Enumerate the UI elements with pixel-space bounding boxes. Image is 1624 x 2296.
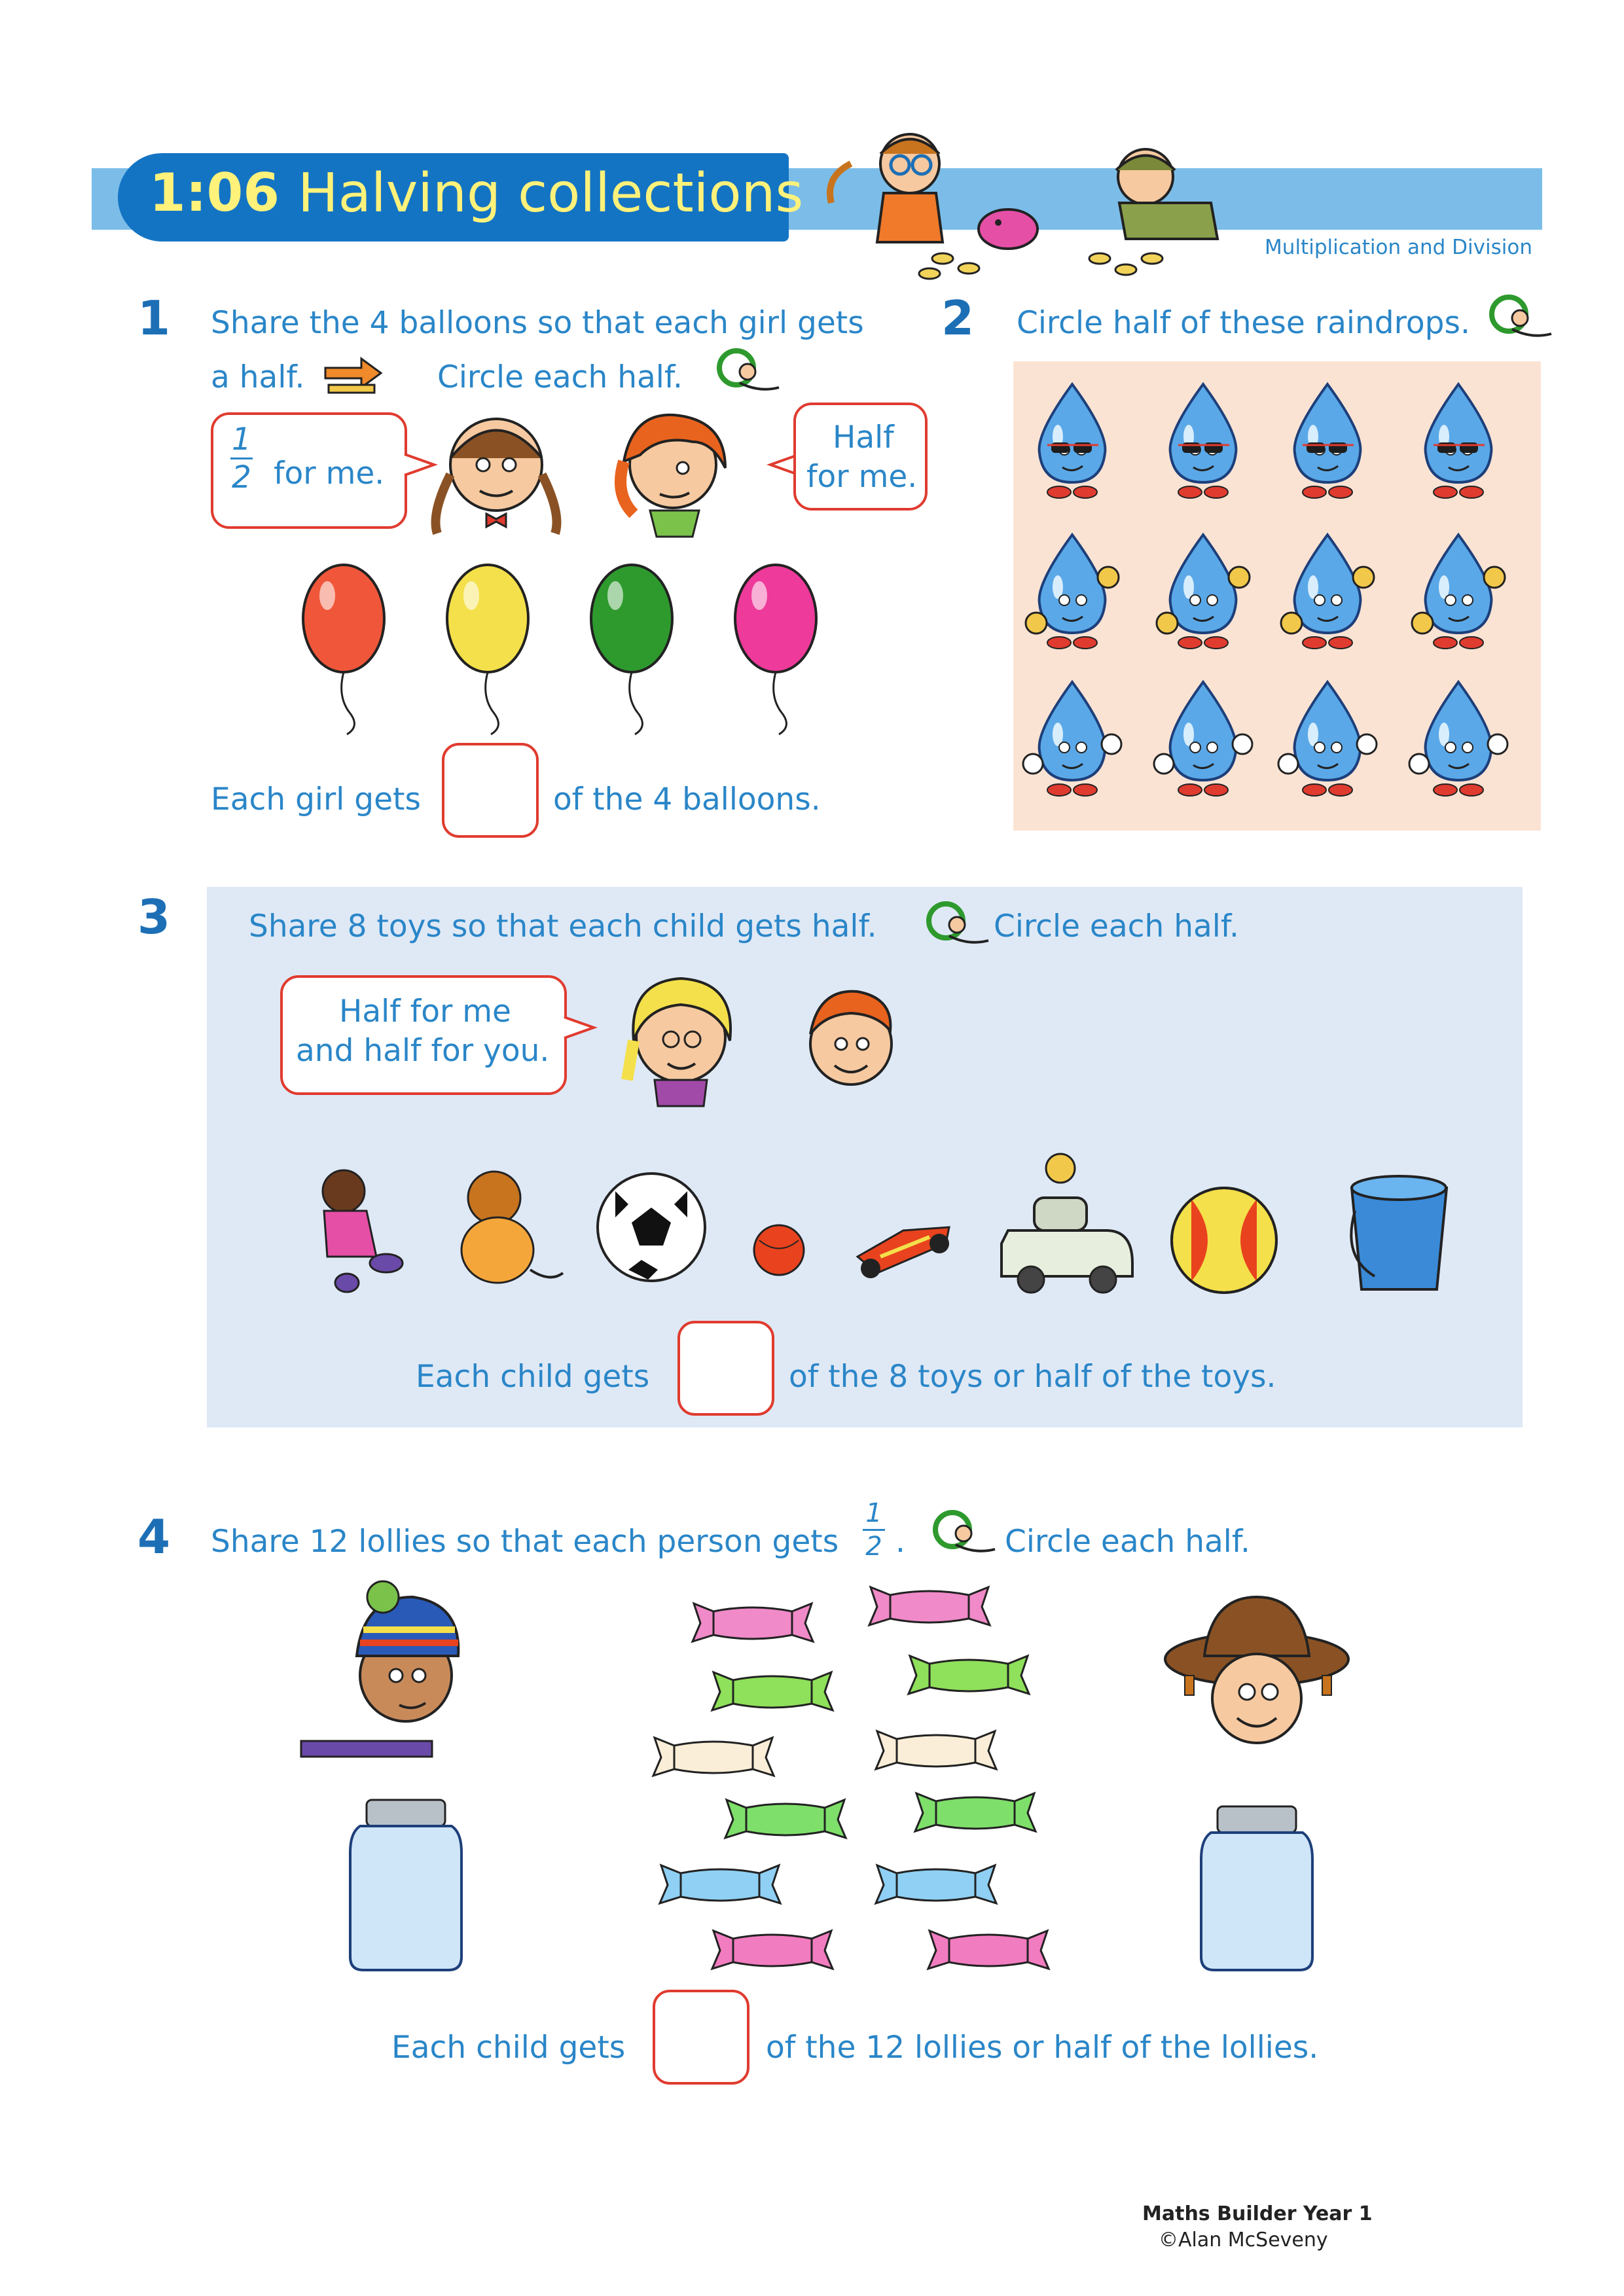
circle-instruction-icon xyxy=(713,347,785,399)
question-3-text-b: Circle each half. xyxy=(994,908,1239,944)
balloons-group xyxy=(298,556,821,740)
lolly-icon xyxy=(693,1604,813,1641)
small-ball-icon xyxy=(754,1225,804,1275)
bucket-icon xyxy=(1351,1176,1447,1289)
raindrop-icon xyxy=(1039,384,1106,498)
boy-cork-hat-icon xyxy=(1165,1597,1348,1743)
question-1-answer-box[interactable] xyxy=(442,743,539,838)
raindrops-row-3 xyxy=(1023,682,1507,796)
balloon-green-icon xyxy=(591,565,672,734)
circle-instruction-icon xyxy=(929,1509,1001,1561)
beach-ball-icon xyxy=(1172,1188,1276,1293)
question-3-answer-before: Each child gets xyxy=(416,1359,650,1395)
question-1-text-line2b: Circle each half. xyxy=(437,359,683,395)
teddy-lion-icon xyxy=(461,1172,563,1283)
lolly-icon xyxy=(660,1865,780,1903)
lolly-icon xyxy=(876,1731,996,1769)
girl-beanie-icon xyxy=(301,1581,458,1757)
question-1-number: 1 xyxy=(137,291,171,346)
raindrop-icon xyxy=(1154,682,1252,796)
balloon-pink-icon xyxy=(735,565,816,734)
raindrop-icon xyxy=(1281,535,1374,649)
speech-bubble-right-line2: for me. xyxy=(806,459,918,495)
lesson-number: 1:06 xyxy=(149,162,280,223)
raindrop-icon xyxy=(1170,384,1236,498)
question-4-text-dot: . xyxy=(895,1524,905,1560)
redhead-boy-icon xyxy=(810,992,892,1085)
raindrop-icon xyxy=(1409,682,1507,796)
raindrop-icon xyxy=(1278,682,1377,796)
question-4-text-a: Share 12 lollies so that each person gets xyxy=(211,1524,839,1560)
raindrops-grid xyxy=(1013,361,1541,831)
doll-icon xyxy=(323,1170,403,1292)
question-1-answer-after: of the 4 balloons. xyxy=(553,781,821,817)
raindrop-icon xyxy=(1412,535,1505,649)
lolly-icon xyxy=(725,1800,846,1838)
question-4-answer-after: of the 12 lollies or half of the lollies. xyxy=(766,2030,1319,2066)
speech-bubble-left-text: for me. xyxy=(274,456,385,492)
lolly-icon xyxy=(712,1672,833,1710)
lolly-icon xyxy=(915,1793,1036,1831)
question-3-answer-after: of the 8 toys or half of the toys. xyxy=(789,1359,1276,1395)
question-3-answer-box[interactable] xyxy=(677,1321,774,1416)
question-4-answer-box[interactable] xyxy=(653,1990,749,2085)
speech-bubble-toys-line1: Half for me xyxy=(339,994,511,1030)
raindrop-icon xyxy=(1026,535,1119,649)
raindrop-icon xyxy=(1023,682,1121,796)
footer-copyright: ©Alan McSeveny xyxy=(1159,2229,1328,2251)
question-2-text: Circle half of these raindrops. xyxy=(1017,305,1470,341)
lolly-icon xyxy=(909,1656,1029,1694)
question-1-answer-before: Each girl gets xyxy=(211,781,421,817)
toy-racecar-icon xyxy=(857,1227,949,1278)
question-2-number: 2 xyxy=(941,291,975,346)
question-1-text-line1: Share the 4 balloons so that each girl gets xyxy=(211,305,864,341)
girl-curly-hair-icon xyxy=(621,415,725,537)
question-4-text-b: Circle each half. xyxy=(1005,1524,1250,1560)
question-4-number: 4 xyxy=(137,1509,171,1564)
balloon-yellow-icon xyxy=(447,565,528,734)
balloon-red-icon xyxy=(303,565,384,734)
raindrops-row-1 xyxy=(1039,384,1492,498)
pig-icon xyxy=(979,209,1038,249)
circle-instruction-icon xyxy=(923,900,995,952)
glass-jar-right-icon xyxy=(1201,1806,1312,1970)
lolly-icon xyxy=(712,1931,833,1969)
lolly-icon xyxy=(876,1865,996,1903)
fraction-half-q4: $\frac{1}{2}$ xyxy=(863,1500,885,1560)
question-1-text-line2a: a half. xyxy=(211,359,305,395)
page-title: Halving collections xyxy=(298,162,804,224)
speech-bubble-toys-line2: and half for you. xyxy=(296,1033,550,1069)
lolly-icon xyxy=(653,1738,774,1776)
question-4-answer-before: Each child gets xyxy=(391,2030,626,2066)
soccer-ball-icon xyxy=(598,1174,705,1281)
toys-row xyxy=(288,1152,1466,1302)
raindrops-row-2 xyxy=(1026,535,1505,649)
raindrop-icon xyxy=(1295,384,1361,498)
glass-jar-left-icon xyxy=(350,1800,461,1970)
lollies-illustration xyxy=(275,1584,1420,1977)
two-girls-illustration xyxy=(424,403,791,540)
raindrop-icon xyxy=(1157,535,1250,649)
lolly-icon xyxy=(869,1587,990,1625)
blonde-girl-icon xyxy=(627,978,731,1106)
speech-bubble-toys-tail xyxy=(564,1014,597,1041)
footer-book-title: Maths Builder Year 1 xyxy=(1142,2202,1373,2225)
girl-with-glasses-icon xyxy=(830,134,943,242)
lolly-icon xyxy=(928,1931,1049,1969)
fraction-half-left: $\frac{1}{2}$ xyxy=(230,424,253,493)
share-arrows-icon xyxy=(322,353,384,396)
boy-crawling-icon xyxy=(1116,149,1218,239)
coins-icon xyxy=(919,253,1163,279)
circle-instruction-icon xyxy=(1486,293,1558,346)
question-3-text-a: Share 8 toys so that each child gets half. xyxy=(249,908,877,944)
question-3-number: 3 xyxy=(137,889,171,944)
raindrop-icon xyxy=(1426,384,1492,498)
wind-up-car-icon xyxy=(1001,1154,1132,1293)
girl-pigtails-icon xyxy=(436,419,557,533)
two-children-illustration xyxy=(615,969,923,1113)
topic-subtitle: Multiplication and Division xyxy=(1265,236,1532,259)
header-kids-illustration xyxy=(812,124,1237,281)
speech-bubble-right-line1: Half xyxy=(833,420,894,456)
